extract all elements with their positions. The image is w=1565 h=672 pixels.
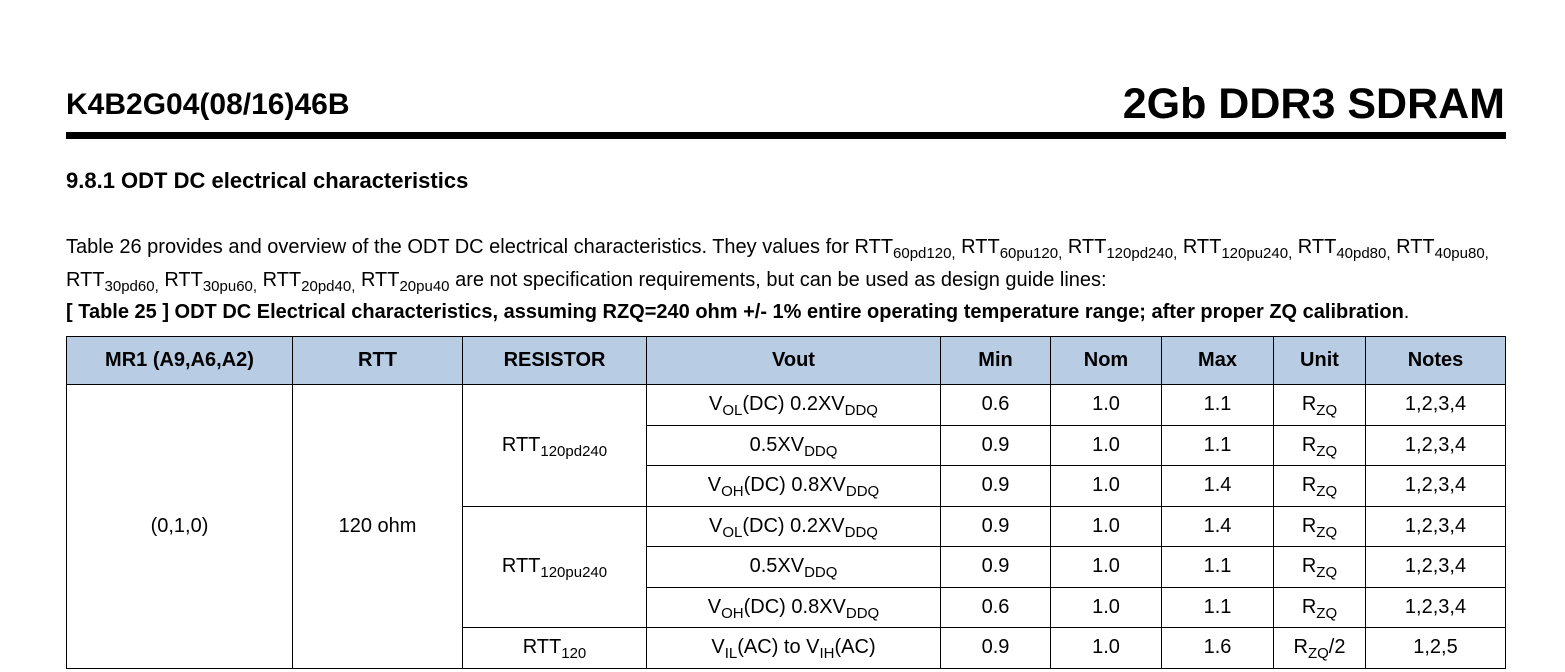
max-cell: 1.4 — [1162, 466, 1274, 507]
subscript: DDQ — [844, 523, 878, 541]
header-cell: Vout — [647, 337, 941, 385]
header-cell: RESISTOR — [463, 337, 647, 385]
vout-cell — [647, 587, 941, 628]
notes-cell: 1,2,3,4 — [1366, 547, 1506, 588]
min-cell: 0.9 — [941, 547, 1051, 588]
max-cell: 1.1 — [1162, 385, 1274, 426]
nom-cell: 1.0 — [1051, 587, 1162, 628]
caption-end: . — [1403, 301, 1410, 323]
rtt-variant — [1182, 236, 1293, 262]
text-part: RTT — [522, 636, 562, 659]
rtt-base: RTT — [1182, 236, 1222, 258]
text-part: 0.5XV — [749, 433, 805, 456]
rtt-variant — [854, 236, 956, 262]
product-title: 2Gb DDR3 SDRAM — [1122, 80, 1505, 128]
rtt-cell: 120 ohm — [293, 385, 463, 669]
table-header-row — [67, 337, 1506, 385]
rtt-subscript: 120pu240, — [1221, 245, 1293, 262]
odt-table — [66, 336, 1506, 669]
rtt-variant — [262, 269, 356, 295]
vout-cell — [647, 506, 941, 547]
subscript: OH — [721, 604, 744, 622]
subscript: DDQ — [845, 604, 880, 622]
subscript: 120pu240 — [540, 564, 608, 582]
max-cell: 1.1 — [1162, 547, 1274, 588]
unit-cell — [1274, 587, 1366, 628]
subscript: DDQ — [844, 402, 878, 420]
resistor-cell — [463, 506, 647, 628]
text-part: R — [1301, 393, 1317, 416]
text-part: (DC) 0.2XV — [742, 393, 845, 416]
rtt-variant — [961, 236, 1063, 262]
subscript: ZQ — [1316, 402, 1338, 420]
text-part: /2 — [1328, 636, 1346, 659]
min-cell: 0.9 — [941, 425, 1051, 466]
resistor-cell — [463, 385, 647, 507]
rtt-variant — [1067, 236, 1178, 262]
header-rule — [66, 132, 1506, 139]
header-cell: MR1 (A9,A6,A2) — [67, 337, 293, 385]
subscript: OH — [721, 483, 744, 501]
table-caption — [66, 301, 1409, 324]
subscript: ZQ — [1316, 442, 1338, 460]
notes-cell: 1,2,3,4 — [1366, 466, 1506, 507]
text-part: 0.5XV — [749, 555, 805, 578]
min-cell: 0.6 — [941, 385, 1051, 426]
max-cell: 1.6 — [1162, 628, 1274, 669]
vout-cell — [647, 385, 941, 426]
min-cell: 0.9 — [941, 466, 1051, 507]
resistor-cell — [463, 628, 647, 669]
nom-cell: 1.0 — [1051, 506, 1162, 547]
part-number: K4B2G04(08/16)46B — [66, 88, 350, 121]
notes-cell: 1,2,3,4 — [1366, 385, 1506, 426]
notes-cell: 1,2,3,4 — [1366, 506, 1506, 547]
text-part: R — [1301, 433, 1317, 456]
subscript: ZQ — [1316, 523, 1338, 541]
text-part: R — [1301, 474, 1317, 497]
rtt-variant — [1297, 236, 1391, 262]
rtt-subscript: 40pu80, — [1434, 245, 1489, 262]
text-part: R — [1293, 636, 1308, 659]
max-cell: 1.1 — [1162, 425, 1274, 466]
notes-cell: 1,2,3,4 — [1366, 425, 1506, 466]
intro-suffix: are not specification requirements, but can be used as design guide lines: — [455, 269, 1107, 291]
caption-text: [ Table 25 ] ODT DC Electrical characteristics, assuming RZQ=240 ohm +/- 1% entire operating temperature range; after proper ZQ calibration — [66, 301, 1404, 323]
subscript: ZQ — [1316, 564, 1338, 582]
rtt-variant — [164, 269, 258, 295]
unit-cell — [1274, 466, 1366, 507]
subscript: OL — [722, 402, 743, 420]
text-part: V — [711, 636, 725, 659]
header-cell: Min — [941, 337, 1051, 385]
text-part: RTT — [501, 433, 541, 456]
notes-cell: 1,2,5 — [1366, 628, 1506, 669]
rtt-variant — [360, 269, 450, 295]
header-cell: RTT — [293, 337, 463, 385]
subscript: 120pd240 — [540, 442, 608, 460]
rtt-base: RTT — [854, 236, 894, 258]
rtt-base: RTT — [1297, 236, 1337, 258]
subscript: DDQ — [845, 483, 880, 501]
text-part: (DC) 0.8XV — [743, 474, 846, 497]
text-part: V — [709, 514, 723, 537]
subscript: ZQ — [1316, 604, 1338, 622]
rtt-subscript: 30pu60, — [202, 278, 258, 295]
unit-cell — [1274, 385, 1366, 426]
subscript: 120 — [561, 645, 587, 663]
rtt-subscript: 20pu40 — [399, 278, 450, 295]
vout-cell — [647, 628, 941, 669]
text-part: R — [1301, 595, 1317, 618]
section-title: 9.8.1 ODT DC electrical characteristics — [66, 168, 469, 193]
text-part: R — [1301, 514, 1317, 537]
rtt-base: RTT — [66, 269, 105, 291]
unit-cell — [1274, 628, 1366, 669]
rtt-subscript: 60pu120, — [999, 245, 1063, 262]
text-part: (AC) to V — [737, 636, 820, 659]
rtt-subscript: 60pd120, — [893, 245, 956, 262]
rtt-base: RTT — [360, 269, 400, 291]
text-part: (DC) 0.2XV — [742, 514, 845, 537]
max-cell: 1.4 — [1162, 506, 1274, 547]
text-part: V — [707, 595, 722, 618]
vout-cell — [647, 425, 941, 466]
subscript: IL — [724, 645, 738, 663]
min-cell: 0.9 — [941, 506, 1051, 547]
table-row — [67, 385, 1506, 426]
intro-paragraph — [66, 231, 1516, 297]
subscript: ZQ — [1316, 483, 1338, 501]
rtt-base: RTT — [961, 236, 1000, 258]
text-part: V — [707, 474, 722, 497]
nom-cell: 1.0 — [1051, 628, 1162, 669]
header-cell: Nom — [1051, 337, 1162, 385]
subscript: ZQ — [1307, 645, 1329, 663]
nom-cell: 1.0 — [1051, 385, 1162, 426]
intro-prefix: Table 26 provides and overview of the ODT DC electrical characteristics. They values for — [66, 236, 849, 258]
rtt-variant — [66, 269, 159, 295]
rtt-base: RTT — [164, 269, 203, 291]
header-cell: Notes — [1366, 337, 1506, 385]
min-cell: 0.9 — [941, 628, 1051, 669]
text-part: (DC) 0.8XV — [743, 595, 846, 618]
subscript: OL — [722, 523, 743, 541]
unit-cell — [1274, 506, 1366, 547]
rtt-variant — [1396, 236, 1489, 262]
min-cell: 0.6 — [941, 587, 1051, 628]
header-cell: Max — [1162, 337, 1274, 385]
rtt-subscript: 20pd40, — [301, 278, 356, 295]
nom-cell: 1.0 — [1051, 466, 1162, 507]
text-part: RTT — [501, 555, 541, 578]
unit-cell — [1274, 425, 1366, 466]
rtt-subscript: 40pd80, — [1336, 245, 1391, 262]
text-part: R — [1301, 555, 1317, 578]
rtt-subscript: 120pd240, — [1106, 245, 1178, 262]
table-body — [67, 385, 1506, 669]
rtt-base: RTT — [1396, 236, 1435, 258]
text-part: (AC) — [834, 636, 876, 659]
vout-cell — [647, 466, 941, 507]
subscript: DDQ — [804, 442, 838, 460]
subscript: IH — [819, 645, 835, 663]
unit-cell — [1274, 547, 1366, 588]
rtt-base: RTT — [1067, 236, 1107, 258]
nom-cell: 1.0 — [1051, 425, 1162, 466]
header-cell: Unit — [1274, 337, 1366, 385]
vout-cell — [647, 547, 941, 588]
text-part: V — [709, 393, 723, 416]
rtt-subscript: 30pd60, — [104, 278, 159, 295]
nom-cell: 1.0 — [1051, 547, 1162, 588]
rtt-base: RTT — [262, 269, 302, 291]
max-cell: 1.1 — [1162, 587, 1274, 628]
subscript: DDQ — [804, 564, 838, 582]
mr1-cell: (0,1,0) — [67, 385, 293, 669]
notes-cell: 1,2,3,4 — [1366, 587, 1506, 628]
